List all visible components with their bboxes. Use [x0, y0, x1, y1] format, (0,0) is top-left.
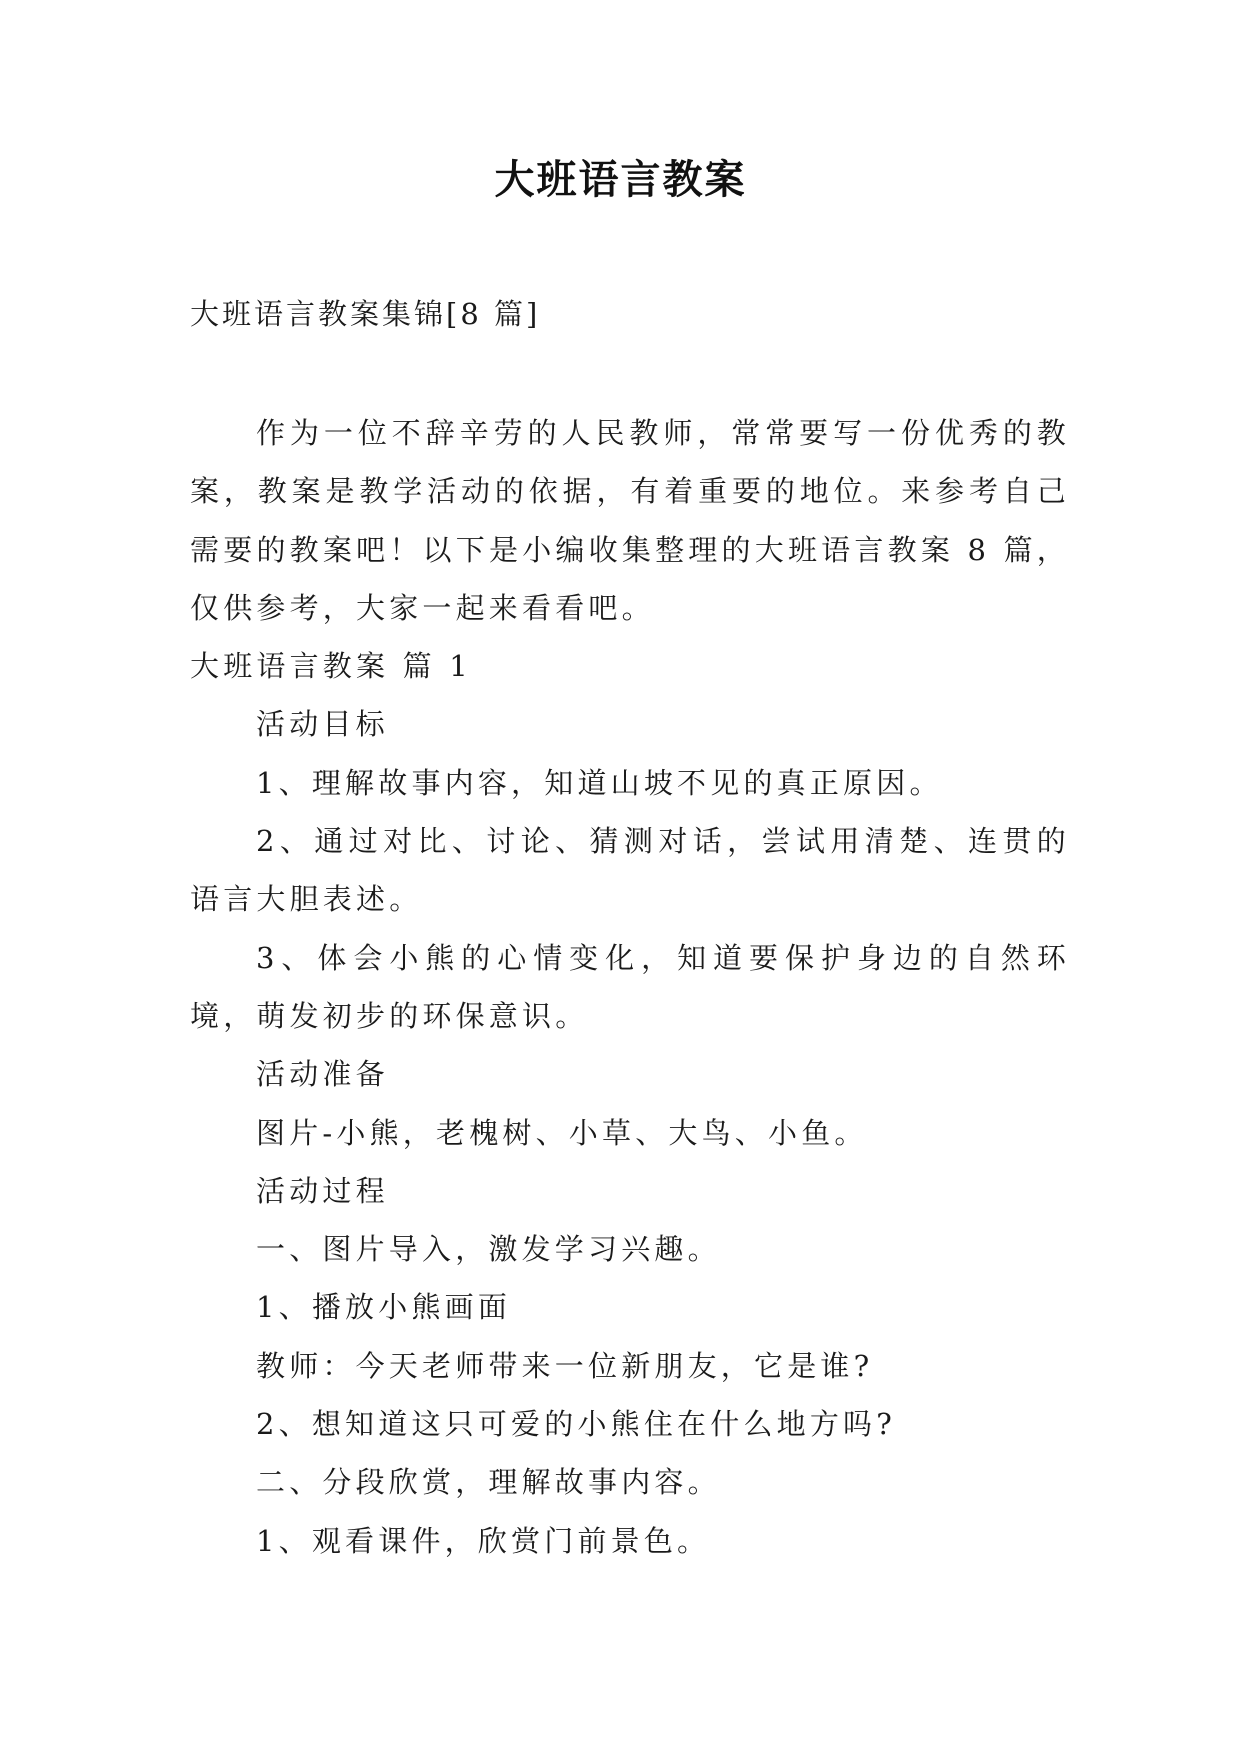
- paragraph: 一、图片导入，激发学习兴趣。: [256, 1232, 721, 1267]
- paragraph: 图片-小熊，老槐树、小草、大鸟、小鱼。: [256, 1115, 868, 1150]
- paragraph: 1、播放小熊画面: [256, 1290, 512, 1325]
- document-subtitle: 大班语言教案集锦[8 篇]: [190, 297, 541, 331]
- paragraph: 活动过程: [256, 1173, 389, 1208]
- paragraph: 2、通过对比、讨论、猜测对话，尝试用清楚、连贯的语言大胆表述。: [190, 824, 1070, 917]
- paragraph: 2、想知道这只可爱的小熊住在什么地方吗?: [256, 1407, 896, 1442]
- paragraph: 1、观看课件，欣赏门前景色。: [256, 1523, 711, 1558]
- paragraph: 活动目标: [256, 707, 389, 742]
- document-body: [190, 404, 1070, 1570]
- paragraph: 活动准备: [256, 1057, 389, 1092]
- paragraph: 3、体会小熊的心情变化，知道要保护身边的自然环境，萌发初步的环保意识。: [190, 940, 1070, 1033]
- paragraph: 大班语言教案 篇 1: [190, 649, 472, 684]
- paragraph: 二、分段欣赏，理解故事内容。: [256, 1465, 721, 1500]
- paragraph: 教师：今天老师带来一位新朋友，它是谁?: [256, 1348, 874, 1383]
- paragraph: 作为一位不辞辛劳的人民教师，常常要写一份优秀的教案，教案是教学活动的依据，有着重要的地位。来参考自己需要的教案吧！以下是小编收集整理的大班语言教案 8 篇，仅供参考，大家一起来看看吧。: [190, 416, 1070, 625]
- page-title: 大班语言教案: [494, 157, 747, 203]
- paragraph: 1、理解故事内容，知道山坡不见的真正原因。: [256, 765, 943, 800]
